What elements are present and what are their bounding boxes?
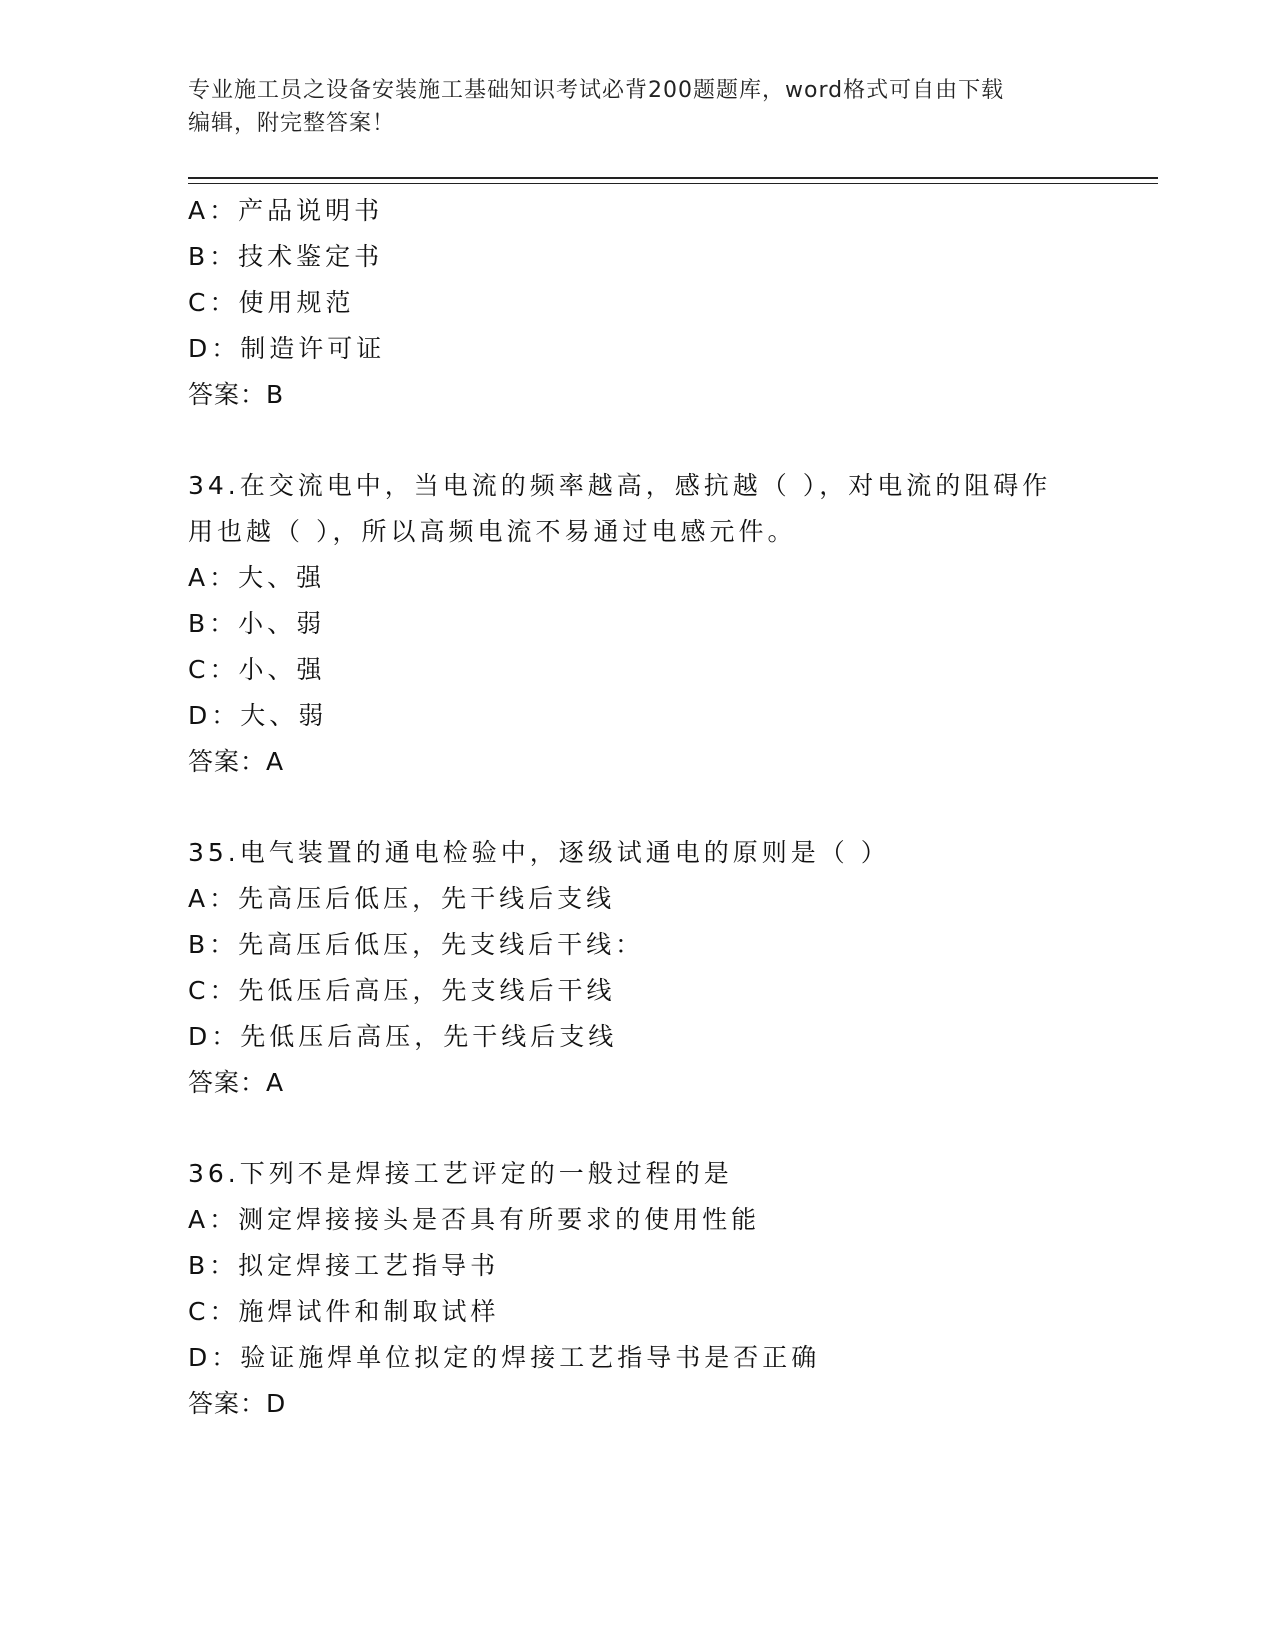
option-c: C：使用规范: [188, 288, 355, 317]
option-a: A：测定焊接接头是否具有所要求的使用性能: [188, 1205, 761, 1234]
option-b: B：技术鉴定书: [188, 242, 384, 271]
option-c: C：小、强: [188, 655, 326, 684]
option-b: B：拟定焊接工艺指导书: [188, 1251, 500, 1280]
spacer: [188, 785, 1148, 830]
answer: 答案：D: [188, 1389, 287, 1418]
option-d: D：先低压后高压，先干线后支线: [188, 1022, 618, 1051]
header-rule-thick: [188, 177, 1158, 179]
option-d: D：验证施焊单位拟定的焊接工艺指导书是否正确: [188, 1343, 821, 1372]
option-c: C：先低压后高压，先支线后干线: [188, 976, 616, 1005]
header-line-1: 专业施工员之设备安装施工基础知识考试必背200题题库，word格式可自由下载: [188, 78, 1005, 103]
option-b: B：小、弱: [188, 609, 326, 638]
answer: 答案：A: [188, 1068, 285, 1097]
document-header: [188, 74, 1088, 140]
answer: 答案：A: [188, 747, 285, 776]
option-d: D：大、弱: [188, 701, 328, 730]
option-a: A：产品说明书: [188, 196, 384, 225]
question-36: [188, 1151, 1148, 1427]
answer: 答案：B: [188, 380, 285, 409]
question-list: [188, 188, 1148, 1427]
header-line-2: 编辑，附完整答案！: [188, 111, 396, 136]
option-d: D：制造许可证: [188, 334, 386, 363]
question-stem: 35.电气装置的通电检验中，逐级试通电的原则是（ ）: [188, 838, 890, 867]
option-a: A：大、强: [188, 563, 326, 592]
option-b: B：先高压后低压，先支线后干线：: [188, 930, 645, 959]
question-33: [188, 188, 1148, 418]
spacer: [188, 1106, 1148, 1151]
question-stem-line-1: 34.在交流电中，当电流的频率越高，感抗越（ ），对电流的阻碍作: [188, 471, 1052, 500]
option-c: C：施焊试件和制取试样: [188, 1297, 500, 1326]
question-stem-line-2: 用也越（ ），所以高频电流不易通过电感元件。: [188, 517, 797, 546]
option-a: A：先高压后低压，先干线后支线: [188, 884, 616, 913]
question-stem: 36.下列不是焊接工艺评定的一般过程的是: [188, 1159, 733, 1188]
question-34: [188, 463, 1148, 785]
spacer: [188, 418, 1148, 463]
question-35: [188, 830, 1148, 1106]
header-rule-thin: [188, 183, 1158, 184]
